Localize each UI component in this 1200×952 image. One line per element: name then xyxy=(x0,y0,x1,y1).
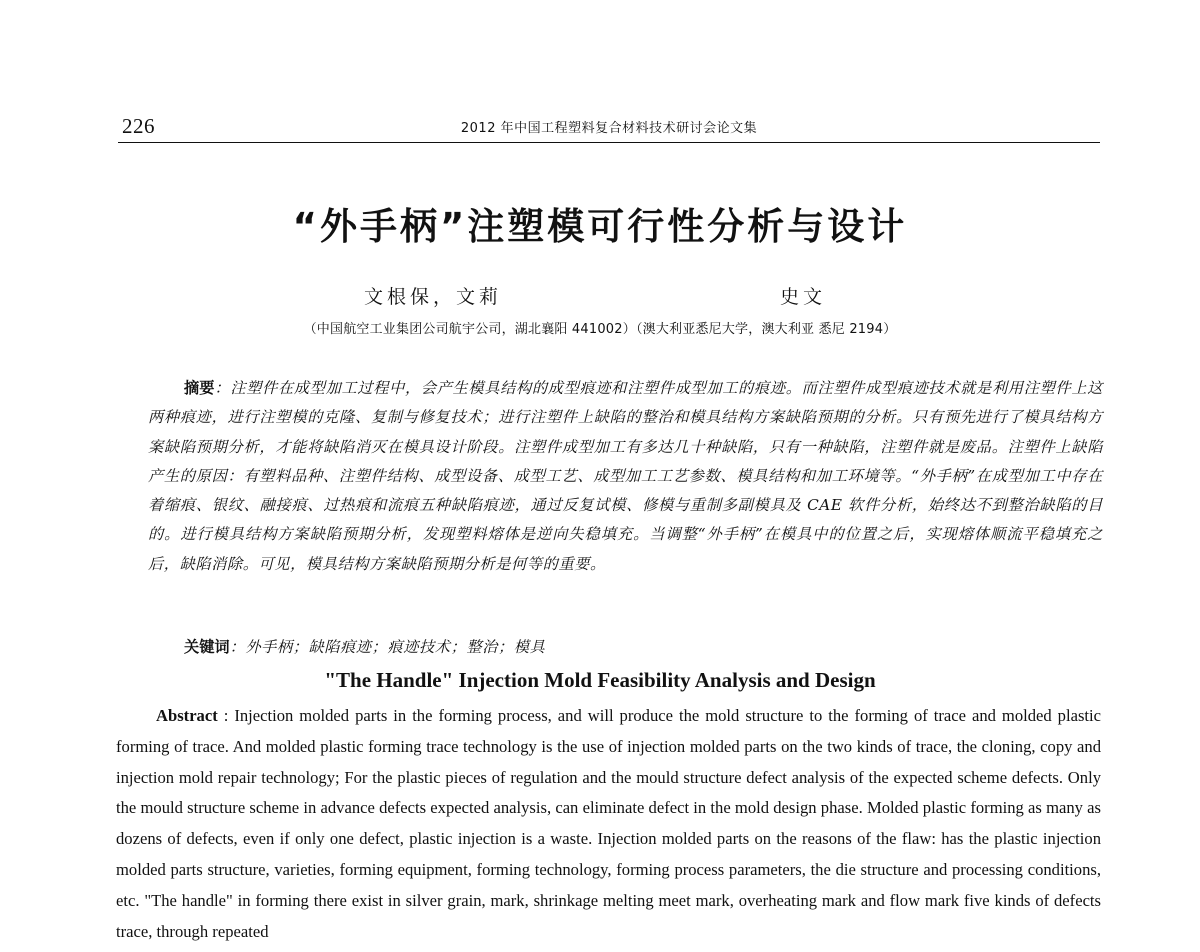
english-paper-title: "The Handle" Injection Mold Feasibility Analysis and Design xyxy=(324,668,876,692)
english-abstract xyxy=(116,701,1101,947)
english-abstract-separator: : xyxy=(217,706,235,725)
chinese-abstract-text: 注塑件在成型加工过程中，会产生模具结构的成型痕迹和注塑件成型加工的痕迹。而注塑件成型痕迹技术就是利用注塑件上这两种痕迹，进行注塑模的克隆、复制与修复技术；进行注塑件上缺陷的整治和模具结构方案缺陷预期的分析。只有预先进行了模具结构方案缺陷预期分析，才能将缺陷消灭在模具设计阶段。注塑件成型加工有多达几十种缺陷，只有一种缺陷，注塑件就是废品。注塑件上缺陷产生的原因：有塑料品种、注塑件结构、成型设备、成型工艺、成型加工工艺参数、模具结构和加工环境等。“外手柄”在成型加工中存在着缩痕、银纹、融接痕、过热痕和流痕五种缺陷痕迹，通过反复试模、修模与重制多副模具及 CAE 软件分析，始终达不到整治缺陷的目的。进行模具结构方案缺陷预期分析，发现塑料熔体是逆向失稳填充。当调整“外手柄”在模具中的位置之后，实现熔体顺流平稳填充之后，缺陷消除。可见，模具结构方案缺陷预期分析是何等的重要。 xyxy=(148,379,1104,573)
author-group-1: 文根保，文莉 xyxy=(364,286,503,308)
author-affiliations: （中国航空工业集团公司航宇公司，湖北襄阳 441002）（澳大利亚悉尼大学，澳大利亚 悉尼 2194） xyxy=(303,322,897,337)
chinese-keywords-label: 关键词 xyxy=(184,638,230,656)
english-abstract-text: Injection molded parts in the forming process, and will produce the mold structure to the forming of trace and molded plastic forming of trace. And molded plastic forming trace technology is the use of injection molded parts on the two kinds of trace, the cloning, copy and injection mold repair technology; For the plastic pieces of regulation and the mould structure defect analysis of the expected scheme defects. Only the mould structure scheme in advance defects expected analysis, can eliminate defect in the mold design phase. Molded plastic forming as many as dozens of defects, even if only one defect, plastic injection is a waste. Injection molded parts on the reasons of the flaw: has the plastic injection molded parts structure, varieties, forming equipment, forming technology, forming process parameters, the die structure and processing conditions, etc. "The handle" in forming there exist in silver grain, mark, shrinkage melting meet mark, overheating mark and flow mark five kinds of defects trace, through repeated xyxy=(116,706,1101,941)
chinese-abstract-label: 摘要 xyxy=(184,379,215,397)
author-group-2: 史文 xyxy=(780,286,827,308)
running-header xyxy=(118,112,1100,143)
english-abstract-label: Abstract xyxy=(156,706,218,725)
chinese-keywords-separator: ： xyxy=(229,638,246,656)
chinese-abstract-separator: ： xyxy=(214,379,231,397)
page-number: 226 xyxy=(122,114,155,138)
proceedings-title: 2012 年中国工程塑料复合材料技术研讨会论文集 xyxy=(460,121,758,136)
chinese-abstract xyxy=(148,374,1103,579)
chinese-keywords xyxy=(184,636,545,657)
chinese-keywords-text: 外手柄；缺陷痕迹；痕迹技术；整治；模具 xyxy=(245,638,546,656)
chinese-paper-title: “外手柄”注塑模可行性分析与设计 xyxy=(292,205,908,248)
